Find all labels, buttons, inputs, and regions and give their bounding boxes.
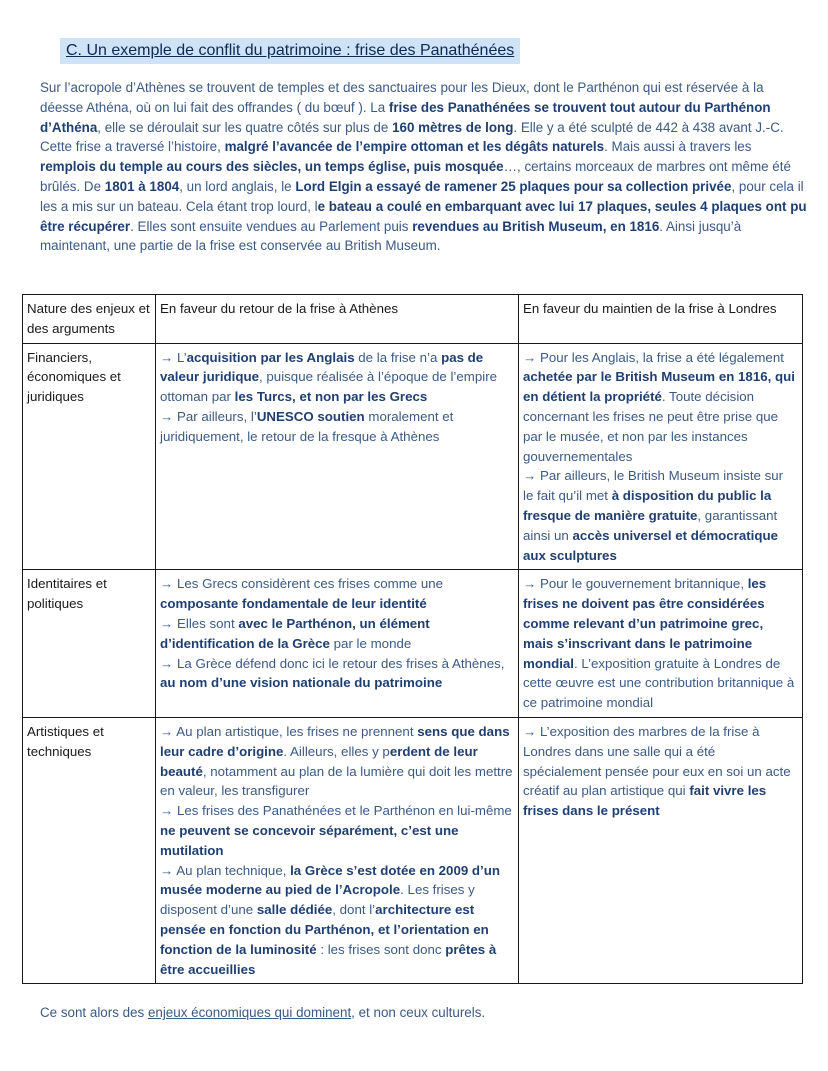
conclusion-underlined: enjeux économiques qui dominent xyxy=(147,1005,352,1020)
table-row xyxy=(23,343,803,570)
athens-arguments xyxy=(156,343,519,570)
text-run: . Ailleurs, elles y p xyxy=(283,743,390,759)
intro-paragraph-1 xyxy=(40,78,808,137)
text-run: → Pour les Anglais, la frise a été légalement xyxy=(523,349,784,365)
london-arguments xyxy=(519,343,803,570)
london-arguments xyxy=(519,717,803,983)
emphasized-text: ne peuvent se concevoir séparément, c’est une mutilation xyxy=(160,822,459,858)
emphasized-text: acquisition par les Anglais xyxy=(186,349,355,365)
text-run: , puisque réalisée à l’époque de l’empire ottoman par xyxy=(160,369,498,405)
text-run: → Au plan technique, xyxy=(160,862,291,878)
text-run: , dont l’ xyxy=(332,902,376,918)
text-run: . Elles sont ensuite vendues au Parlement puis xyxy=(130,218,413,234)
emphasized-text: erdent de leur beauté xyxy=(160,743,478,779)
text-run: → Les Grecs considèrent ces frises comme une xyxy=(160,576,444,592)
text-run: , elle se déroulait sur les quatre côtés sur plus de xyxy=(97,119,393,135)
emphasized-text: composante fondamentale de leur identité xyxy=(160,596,427,612)
text-run: . L’exposition gratuite à Londres de cette œuvre est une contribution britannique à ce patrimoine mondial xyxy=(523,655,795,711)
text-run: → L’exposition des marbres de la frise à Londres dans une salle qui a été spécialement pensée pour eux en soi un acte créatif au plan artistique qui xyxy=(523,723,791,799)
emphasized-text: les Turcs, et non par les Grecs xyxy=(234,389,428,405)
text-run: . Ainsi jusqu’à maintenant, une partie de la frise est conservée au British Museum. xyxy=(40,218,742,254)
row-category: Identitaires et politiques xyxy=(23,570,156,718)
text-run: . Elle y a été sculpté de 442 à 438 avant J.-C. xyxy=(513,119,784,135)
header-athens: En faveur du retour de la frise à Athènes xyxy=(156,295,519,344)
emphasized-text: prêtes à être accueillies xyxy=(160,941,497,977)
emphasized-text: remplois du temple au cours des siècles, un temps église, puis mosquée xyxy=(40,159,504,175)
text-run: → La Grèce défend donc ici le retour des frises à Athènes, xyxy=(160,655,505,671)
text-run: …, certains morceaux de marbres ont même été brûlés. De xyxy=(40,159,791,194)
text-run: de la frise n’a xyxy=(354,349,442,365)
emphasized-text: revendues au British Museum, en 1816 xyxy=(412,218,660,234)
table-row xyxy=(23,717,803,983)
emphasized-text: au nom d’une vision nationale du patrimoine xyxy=(160,675,443,691)
header-london: En faveur du maintien de la frise à Londres xyxy=(519,295,803,344)
text-run: moralement et juridiquement, le retour de la fresque à Athènes xyxy=(160,408,454,444)
emphasized-text: achetée par le British Museum en 1816, qui en détient la propriété xyxy=(523,369,795,405)
athens-arguments xyxy=(156,717,519,983)
header-category: Nature des enjeux et des arguments xyxy=(23,295,156,344)
emphasized-text: Lord Elgin a essayé de ramener 25 plaques pour sa collection privée xyxy=(295,178,732,194)
text-run: → L’ xyxy=(160,349,187,365)
text-run: . Toute décision concernant les frises ne peut être prise que par le musée, et non par les instances gouvernementales xyxy=(523,389,779,464)
emphasized-text: UNESCO soutien xyxy=(256,408,365,424)
emphasized-text: la Grèce s’est dotée en 2009 d’un musée moderne au pied de l’Acropole xyxy=(160,862,500,898)
emphasized-text: architecture est pensée en fonction du Parthénon, et l’orientation en fonction de la luminosité xyxy=(160,902,489,957)
text-run: . Les frises y disposent d’une xyxy=(160,882,475,918)
emphasized-text: malgré l’avancée de l’empire ottoman et les dégâts naturels xyxy=(224,139,605,155)
text-run: Sur l’acropole d’Athènes se trouvent de temples et des sanctuaires pour les Dieux, dont le Parthénon qui est réservée à la déesse Athéna, où on lui fait des offrandes ( du bœuf ). La xyxy=(40,80,764,115)
text-run: Cette frise a traversé l’histoire, xyxy=(40,139,225,155)
text-run: → Au plan artistique, les frises ne prennent xyxy=(160,723,418,739)
emphasized-text: e bateau a coulé en embarquant avec lui 17 plaques, seules 4 plaques ont pu être récupérer xyxy=(40,198,807,234)
text-run: . Mais aussi à travers les xyxy=(604,139,752,155)
section-title: C. Un exemple de conflit du patrimoine : frise des Panathénées xyxy=(60,38,520,64)
emphasized-text: frise des Panathénées se trouvent tout autour du Parthénon d’Athéna xyxy=(40,99,771,135)
conclusion-after: , et non ceux culturels. xyxy=(351,1005,486,1020)
text-run: , pour cela il les a mis sur un bateau. Cela étant trop lourd, l xyxy=(40,178,804,214)
table-header-row xyxy=(23,295,803,344)
intro-paragraph-2 xyxy=(40,137,808,256)
text-run: → Elles sont xyxy=(160,615,239,631)
emphasized-text: 1801 à 1804 xyxy=(104,178,180,194)
text-run: par le monde xyxy=(329,635,412,651)
emphasized-text: les frises ne doivent pas être considérées comme relevant d’un patrimoine grec, mais s’inscrivant dans le patrimoine mondial xyxy=(523,576,767,671)
text-run: → Les frises des Panathénées et le Parthénon en lui-même xyxy=(160,803,512,819)
emphasized-text: salle dédiée xyxy=(256,902,333,918)
text-run: → Pour le gouvernement britannique, xyxy=(523,576,748,592)
text-run: , un lord anglais, le xyxy=(179,178,296,194)
emphasized-text: accès universel et démocratique aux sculptures xyxy=(523,527,778,563)
emphasized-text: pas de valeur juridique xyxy=(160,349,484,385)
emphasized-text: sens que dans leur cadre d’origine xyxy=(160,723,510,759)
row-category: Artistiques et techniques xyxy=(23,717,156,983)
text-run: , garantissant ainsi un xyxy=(523,507,778,543)
athens-arguments xyxy=(156,570,519,718)
row-category: Financiers, économiques et juridiques xyxy=(23,343,156,570)
emphasized-text: 160 mètres de long xyxy=(392,119,514,135)
conclusion-before: Ce sont alors des xyxy=(40,1005,148,1020)
intro-text xyxy=(40,78,808,256)
emphasized-text: avec le Parthénon, un élément d’identification de la Grèce xyxy=(160,615,430,651)
text-run: , notamment au plan de la lumière qui doit les mettre en valeur, les transfigurer xyxy=(160,763,513,799)
emphasized-text: à disposition du public la fresque de manière gratuite xyxy=(523,488,772,523)
arguments-table xyxy=(22,294,803,984)
text-run: : les frises sont donc xyxy=(316,941,446,957)
emphasized-text: fait vivre les frises dans le présent xyxy=(523,783,767,819)
conclusion-text xyxy=(40,1003,485,1023)
table-row xyxy=(23,570,803,718)
text-run: → Par ailleurs, le British Museum insiste sur le fait qu’il met xyxy=(523,468,784,504)
text-run: → Par ailleurs, l’ xyxy=(160,408,257,424)
london-arguments xyxy=(519,570,803,718)
